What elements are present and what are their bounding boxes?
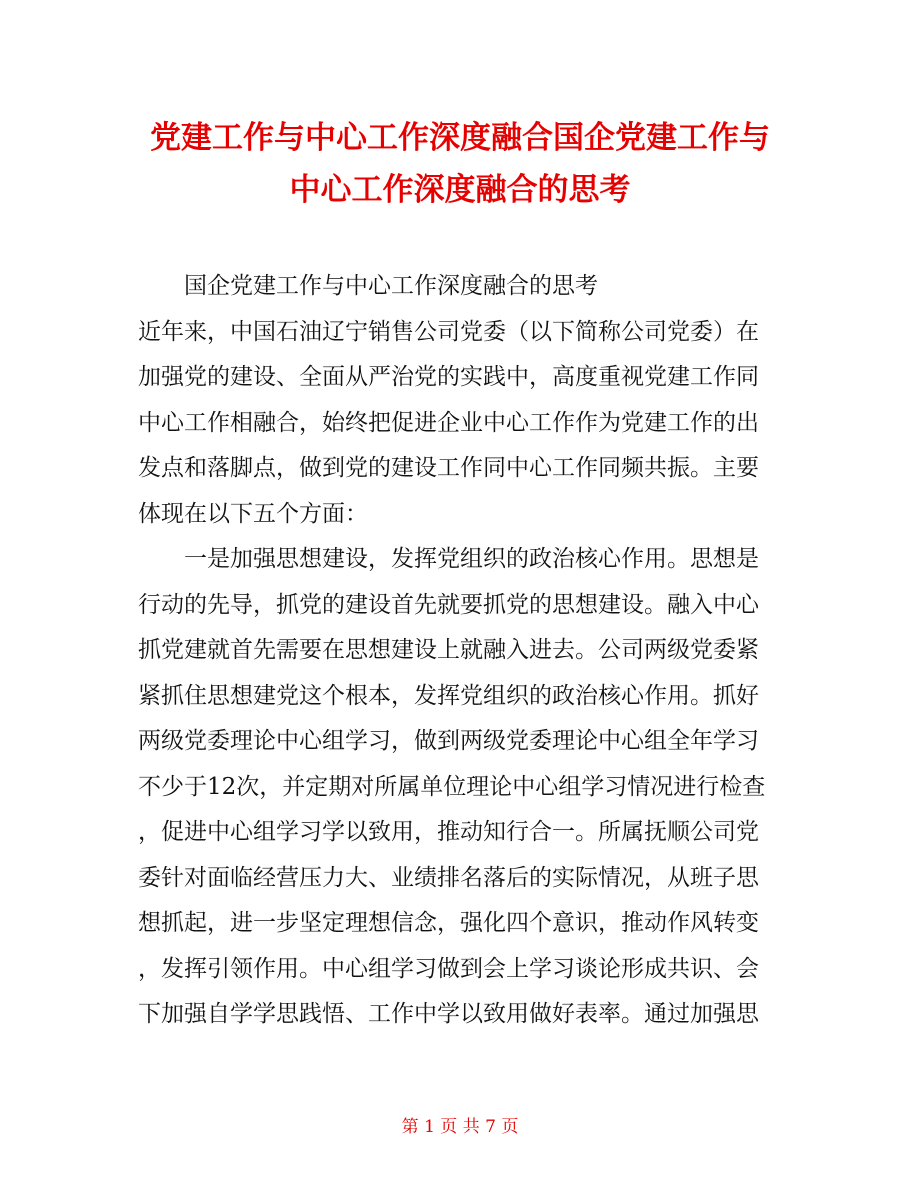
body-line: 加强党的建设、全面从严治党的实践中，高度重视党建工作同 [138, 364, 759, 390]
document-title [120, 112, 800, 216]
body-line: 想抓起，进一步坚定理想信念，强化四个意识，推动作风转变 [138, 910, 759, 936]
body-line: 紧抓住思想建党这个根本，发挥党组织的政治核心作用。抓好 [138, 682, 759, 709]
page-footer [0, 1112, 920, 1137]
title-line-2: 中心工作深度融合的思考 [289, 172, 631, 208]
page-number-label: 第 1 页 共 7 页 [401, 1117, 519, 1137]
body-line: 一是加强思想建设，发挥党组织的政治核心作用。思想是 [184, 546, 759, 572]
body-line: 委针对面临经营压力大、业绩排名落后的实际情况，从班子思 [138, 864, 759, 891]
body-line: 中心工作相融合，始终把促进企业中心工作作为党建工作的出 [138, 409, 759, 436]
body-line: 行动的先导，抓党的建设首先就要抓党的思想建设。融入中心 [138, 591, 759, 618]
body-line: 近年来，中国石油辽宁销售公司党委（以下简称公司党委）在 [138, 318, 759, 345]
body-line: 下加强自学学思践悟、工作中学以致用做好表率。通过加强思 [138, 1001, 759, 1027]
document-body [138, 264, 798, 1038]
body-line: 体现在以下五个方面： [138, 500, 368, 527]
title-line-1: 党建工作与中心工作深度融合国企党建工作与 [150, 120, 770, 156]
body-line: 国企党建工作与中心工作深度融合的思考 [184, 273, 598, 299]
body-line: 两级党委理论中心组学习，做到两级党委理论中心组全年学习 [138, 728, 759, 754]
body-line: ，发挥引领作用。中心组学习做到会上学习谈论形成共识、会 [138, 955, 759, 982]
body-line: ，促进中心组学习学以致用，推动知行合一。所属抚顺公司党 [138, 819, 759, 845]
body-line: 发点和落脚点，做到党的建设工作同中心工作同频共振。主要 [138, 455, 759, 481]
body-line: 抓党建就首先需要在思想建设上就融入进去。公司两级党委紧 [138, 637, 759, 663]
body-line: 不少于12次，并定期对所属单位理论中心组学习情况进行检查 [138, 773, 766, 800]
